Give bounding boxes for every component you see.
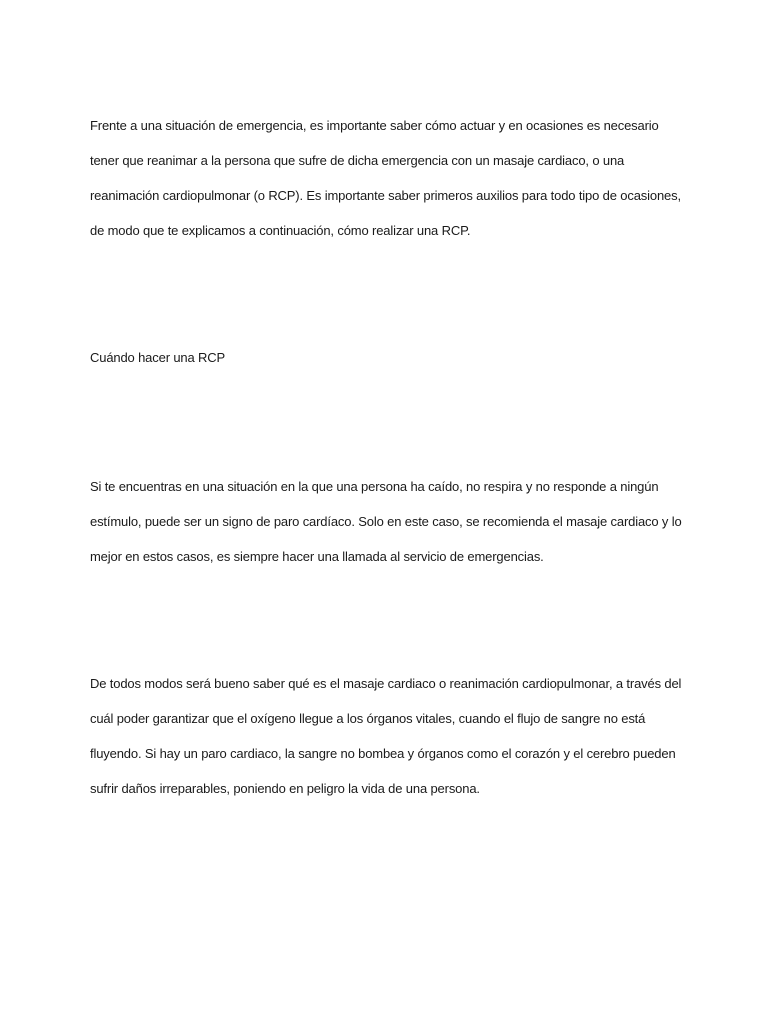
- paragraph-line: mejor en estos casos, es siempre hacer una llamada al servicio de emergencias.: [90, 549, 544, 564]
- paragraph-line: Si te encuentras en una situación en la que una persona ha caído, no respira y no responde a ningún: [90, 479, 659, 494]
- paragraph-line: tener que reanimar a la persona que sufre de dicha emergencia con un masaje cardiaco, o una: [90, 153, 625, 168]
- section-heading: Cuándo hacer una RCP: [90, 350, 226, 365]
- paragraph-line: reanimación cardiopulmonar (o RCP). Es importante saber primeros auxilios para todo tipo de ocasiones,: [90, 188, 681, 203]
- paragraph-line: fluyendo. Si hay un paro cardiaco, la sangre no bombea y órganos como el corazón y el cerebro pueden: [90, 746, 676, 761]
- paragraph-line: De todos modos será bueno saber qué es el masaje cardiaco o reanimación cardiopulmonar, a través del: [90, 676, 682, 691]
- paragraph-line: sufrir daños irreparables, poniendo en peligro la vida de una persona.: [90, 781, 480, 796]
- paragraph-line: estímulo, puede ser un signo de paro cardíaco. Solo en este caso, se recomienda el masaje cardiaco y lo: [90, 514, 682, 529]
- paragraph-line: de modo que te explicamos a continuación, cómo realizar una RCP.: [90, 223, 471, 238]
- paragraph-line: cuál poder garantizar que el oxígeno llegue a los órganos vitales, cuando el flujo de sangre no está: [90, 711, 646, 726]
- paragraph-line: Frente a una situación de emergencia, es importante saber cómo actuar y en ocasiones es necesario: [90, 118, 659, 133]
